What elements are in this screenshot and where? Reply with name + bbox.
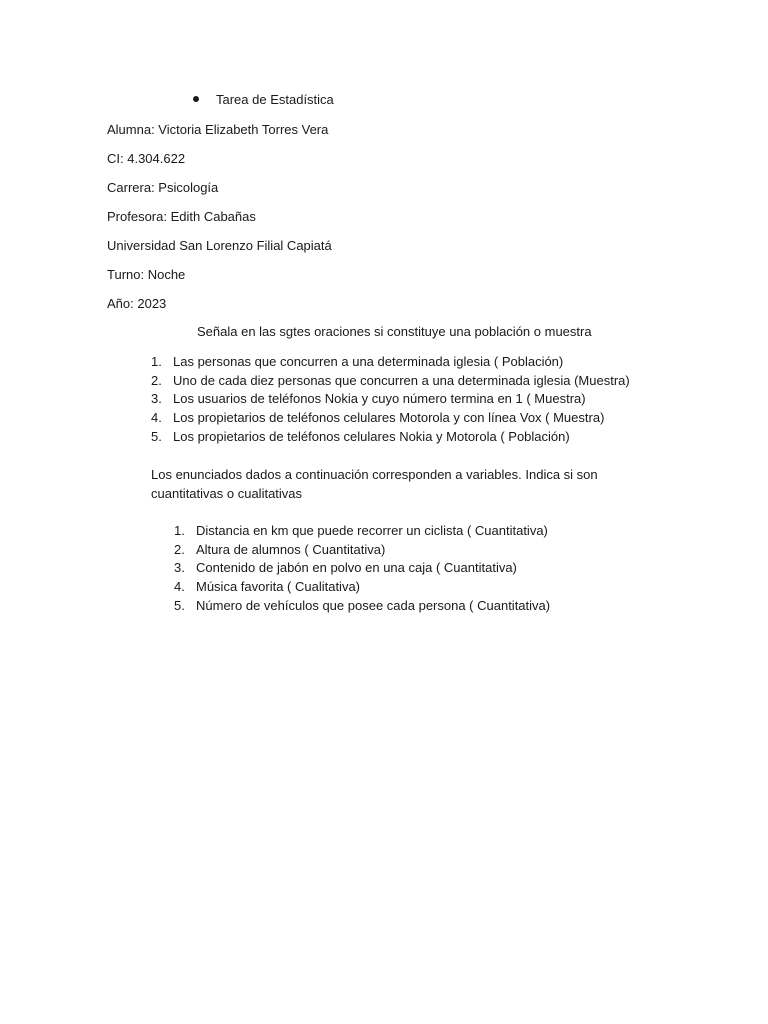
item-text: Música favorita ( Cualitativa)	[196, 579, 360, 595]
student-career: Carrera: Psicología	[107, 180, 219, 195]
list-item	[174, 522, 550, 541]
assignment-title: Tarea de Estadística	[216, 92, 334, 107]
item-number: 4.	[151, 410, 162, 426]
list-item	[151, 372, 630, 391]
item-number: 1.	[174, 523, 185, 538]
item-text: Los propietarios de teléfonos celulares Motorola y con línea Vox ( Muestra)	[173, 410, 605, 426]
item-text: Los usuarios de teléfonos Nokia y cuyo número termina en 1 ( Muestra)	[173, 391, 586, 407]
list-item	[151, 390, 630, 409]
section2-instruction: Los enunciados dados a continuación corresponden a variables. Indica si son cuantitativas o cualitativas	[151, 467, 598, 501]
item-number: 3.	[151, 391, 162, 407]
item-text: Altura de alumnos ( Cuantitativa)	[196, 541, 386, 557]
item-number: 5.	[151, 428, 162, 444]
list-item	[174, 541, 550, 560]
item-text: Contenido de jabón en polvo en una caja ( Cuantitativa)	[196, 560, 517, 576]
item-text: Distancia en km que puede recorrer un ciclista ( Cuantitativa)	[196, 523, 548, 538]
list-item	[174, 597, 550, 616]
item-number: 3.	[174, 560, 185, 576]
item-number: 4.	[174, 579, 185, 595]
item-text: Uno de cada diez personas que concurren a una determinada iglesia (Muestra)	[173, 372, 630, 388]
list-item	[151, 428, 630, 447]
item-number: 2.	[151, 372, 162, 388]
population-sample-list	[151, 353, 630, 447]
professor-name: Profesora: Edith Cabañas	[107, 209, 256, 224]
list-item	[174, 559, 550, 578]
item-number: 2.	[174, 541, 185, 557]
bullet-title-line	[193, 91, 334, 109]
list-item	[151, 409, 630, 428]
student-ci: CI: 4.304.622	[107, 151, 186, 166]
item-text: Las personas que concurren a una determinada iglesia ( Población)	[173, 354, 564, 369]
list-item	[174, 578, 550, 597]
variable-type-list	[174, 522, 550, 616]
list-item	[151, 353, 630, 372]
bullet-icon	[193, 96, 199, 102]
university-name: Universidad San Lorenzo Filial Capiatá	[107, 238, 332, 253]
item-number: 5.	[174, 597, 185, 613]
year: Año: 2023	[107, 296, 167, 311]
student-name: Alumna: Victoria Elizabeth Torres Vera	[107, 122, 329, 137]
shift: Turno: Noche	[107, 267, 186, 282]
item-text: Los propietarios de teléfonos celulares Nokia y Motorola ( Población)	[173, 428, 570, 444]
item-text: Número de vehículos que posee cada persona ( Cuantitativa)	[196, 597, 551, 613]
section1-instruction: Señala en las sgtes oraciones si constituye una población o muestra	[197, 324, 592, 339]
item-number: 1.	[151, 354, 162, 369]
